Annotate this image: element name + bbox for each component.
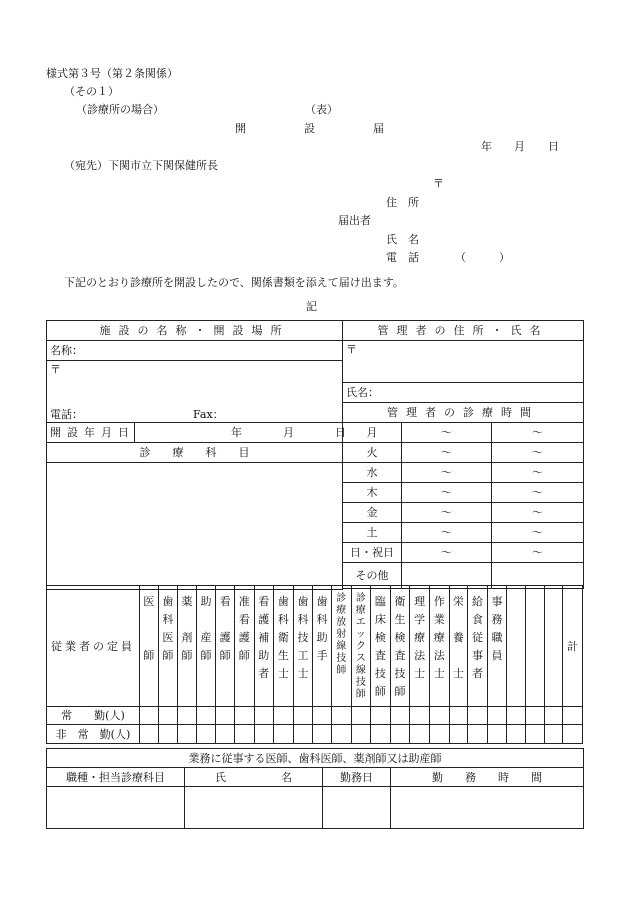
staff-col-office-staff: 事 務 職 員	[487, 586, 507, 707]
staff-col-food-service: 給 食 従 事 者	[468, 586, 488, 707]
facility-table	[46, 320, 584, 590]
hours-header: 管理者の診療時間	[343, 403, 584, 423]
open-date-label: 開設年月日	[47, 423, 135, 443]
day-holiday: 日・祝日	[343, 543, 402, 563]
date-day: 日	[548, 140, 559, 153]
staff-col-blank-3[interactable]	[544, 586, 563, 707]
day-mon: 月	[343, 423, 402, 443]
staff-col-total: 計	[563, 586, 583, 707]
open-date-year: 年	[231, 426, 242, 439]
facility-fax-label: Fax：	[193, 408, 224, 421]
title-char-2: 設	[304, 122, 315, 135]
staff-col-midwife: 助 産 師	[196, 586, 216, 707]
hours-holiday-1[interactable]: ～	[402, 543, 492, 563]
doctor-hours-field[interactable]	[391, 787, 584, 829]
date-month: 月	[514, 140, 525, 153]
addressee: （宛先）下関市立下関保健所長	[64, 159, 218, 172]
hours-sat-2[interactable]: ～	[492, 523, 584, 543]
hours-thu-1[interactable]: ～	[402, 483, 492, 503]
day-other: その他	[343, 563, 402, 589]
col-day: 勤務日	[323, 768, 391, 787]
open-date-field[interactable]	[135, 423, 346, 443]
manager-header: 管理者の住所・氏名	[343, 321, 584, 341]
staff-col-dental-assistant: 歯 科 助 手	[313, 586, 332, 707]
form-number: 様式第３号（第２条関係）	[46, 67, 178, 80]
dept-field[interactable]	[47, 463, 343, 590]
staff-col-blank-1[interactable]	[507, 586, 526, 707]
doctor-day-field[interactable]	[323, 787, 391, 829]
col-role: 職種・担当診療科目	[47, 768, 185, 787]
hours-fri-2[interactable]: ～	[492, 503, 584, 523]
manager-name-field[interactable]: 氏名：	[343, 383, 584, 403]
staff-col-physical-therapist: 理 学 療 法 士	[410, 586, 430, 707]
staff-col-hygiene-lab-tech: 衛 生 検 査 技 師	[390, 586, 410, 707]
open-date-day: 日	[335, 426, 346, 439]
facility-header: 施設の名称・開設場所	[47, 321, 343, 341]
doctors-header: 業務に従事する医師、歯科医師、薬剤師又は助産師	[47, 749, 584, 768]
ki-mark: 記	[306, 300, 317, 313]
day-sat: 土	[343, 523, 402, 543]
doctor-role-field[interactable]	[47, 787, 185, 829]
hours-tue-1[interactable]: ～	[402, 443, 492, 463]
parttime-label: 非 常 勤(人)	[47, 725, 140, 744]
hours-mon-2[interactable]: ～	[492, 423, 584, 443]
body-text: 下記のとおり診療所を開設したので、関係書類を添えて届け出ます。	[64, 276, 404, 289]
facility-postal-field[interactable]: 〒	[47, 361, 343, 383]
case-label: （診療所の場合）	[76, 103, 164, 116]
staff-col-doctor: 医 師	[139, 586, 158, 707]
manager-address-field[interactable]: 〒	[343, 341, 584, 383]
staff-col-nurse: 看 護 師	[216, 586, 235, 707]
open-date-month: 月	[283, 426, 294, 439]
date-year: 年	[481, 140, 492, 153]
hours-holiday-2[interactable]: ～	[492, 543, 584, 563]
hours-fri-1[interactable]: ～	[402, 503, 492, 523]
staff-col-clinical-lab-tech: 臨 床 検 査 技 師	[371, 586, 391, 707]
applicant-name-label: 氏 名	[386, 233, 419, 246]
title-char-3: 届	[373, 122, 384, 135]
hours-tue-2[interactable]: ～	[492, 443, 584, 463]
staff-col-nurse-aide: 看 護 補 助 者	[254, 586, 274, 707]
applicant-label: 届出者	[338, 214, 371, 227]
staff-col-dental-technician: 歯 科 技 工 士	[293, 586, 313, 707]
hours-wed-1[interactable]: ～	[402, 463, 492, 483]
applicant-address-label: 住 所	[386, 196, 419, 209]
facility-phone-label: 電話：	[50, 408, 83, 421]
col-hours: 勤 務 時 間	[391, 768, 584, 787]
staff-row-fulltime	[47, 707, 583, 725]
staff-label: 従業者の定員	[47, 586, 140, 707]
applicant-postal: 〒	[433, 177, 444, 190]
staff-col-blank-2[interactable]	[525, 586, 544, 707]
staff-col-pharmacist: 薬 剤 師	[178, 586, 197, 707]
sub-number: （その１）	[64, 85, 119, 98]
staff-col-dentist: 歯 科 医 師	[158, 586, 178, 707]
hours-sat-1[interactable]: ～	[402, 523, 492, 543]
side-label: （表）	[305, 103, 338, 116]
staff-col-radiology-tech: 診 療 放 射 線 技 師	[331, 586, 351, 707]
hours-wed-2[interactable]: ～	[492, 463, 584, 483]
doctors-table	[46, 748, 584, 829]
hours-mon-1[interactable]: ～	[402, 423, 492, 443]
staff-col-assoc-nurse: 准 看 護 師	[234, 586, 254, 707]
staff-col-dental-hygienist: 歯 科 衛 生 士	[274, 586, 294, 707]
day-thu: 木	[343, 483, 402, 503]
facility-address-area[interactable]	[47, 383, 343, 423]
hours-thu-2[interactable]: ～	[492, 483, 584, 503]
fulltime-label: 常 勤(人)	[47, 707, 140, 725]
col-name: 氏 名	[185, 768, 323, 787]
day-wed: 水	[343, 463, 402, 483]
doctor-name-field[interactable]	[185, 787, 323, 829]
day-fri: 金	[343, 503, 402, 523]
staff-col-xray-tech: 診 療 エ ッ ク ス 線 技 師	[351, 586, 371, 707]
staff-row-parttime	[47, 725, 583, 744]
day-tue: 火	[343, 443, 402, 463]
applicant-phone-label: 電 話	[386, 251, 419, 264]
dept-header: 診 療 科 目	[47, 443, 343, 463]
staff-table	[46, 585, 583, 744]
applicant-phone-paren: （ ）	[455, 251, 510, 264]
title-char-1: 開	[235, 122, 246, 135]
facility-name-field[interactable]: 名称：	[47, 341, 343, 361]
staff-col-occupational-therapist: 作 業 療 法 士	[429, 586, 449, 707]
staff-col-dietitian: 栄 養 士	[449, 586, 468, 707]
